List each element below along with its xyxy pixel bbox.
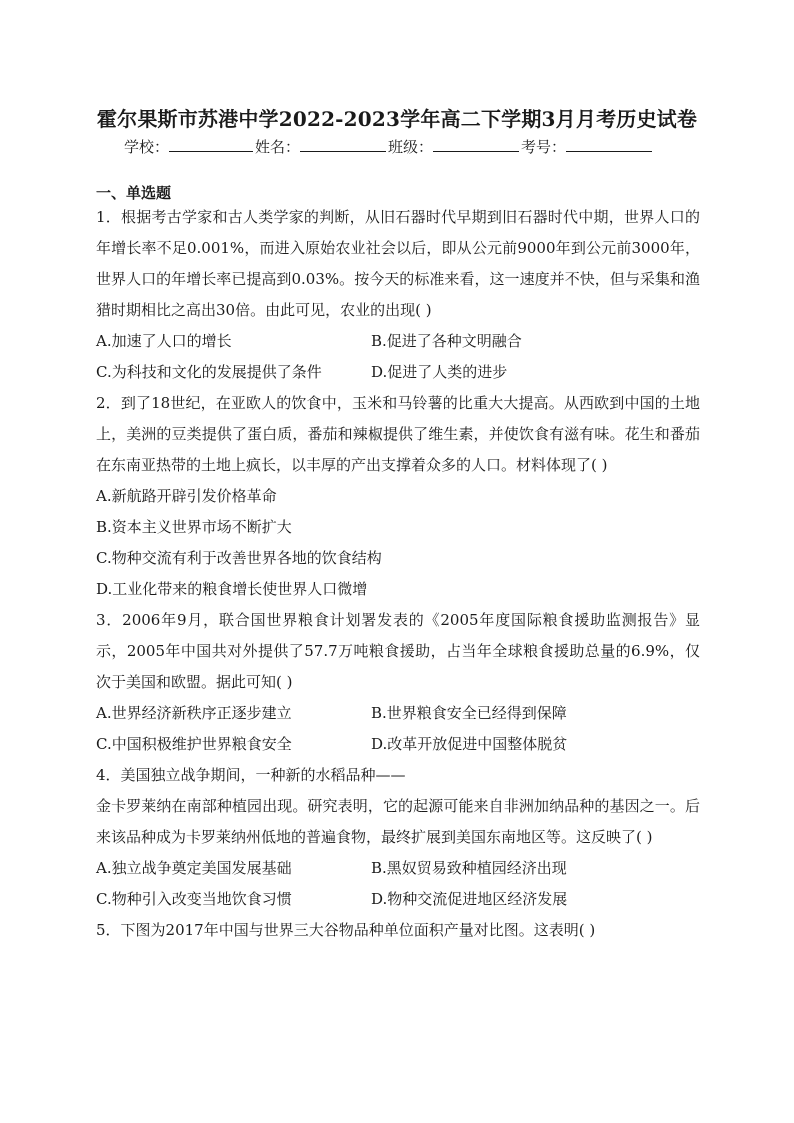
question-5-stem: 5．下图为2017年中国与世界三大谷物品种单位面积产量对比图。这表明( ) <box>96 921 596 939</box>
exam-title: 霍尔果斯市苏港中学2022-2023学年高二下学期3月月考历史试卷 <box>96 107 698 131</box>
exam-number-label: 考号： <box>521 138 567 156</box>
class-label: 班级： <box>388 138 434 156</box>
question-4-stem-line-2: 金卡罗莱纳在南部种植园出现。研究表明，它的起源可能来自非洲加纳品种的基因之一。后来该品种成为卡罗莱纳州低地的普遍食物，最终扩展到美国东南地区等。这反映了( ) <box>96 797 700 846</box>
question-4-option-b[interactable]: B.黑奴贸易致种植园经济出现 <box>371 859 567 877</box>
question-3-option-b[interactable]: B.世界粮食安全已经得到保障 <box>371 704 567 722</box>
question-1-options-row-2 <box>96 357 700 388</box>
question-4-options-row-2 <box>96 884 700 915</box>
question-1-options-row-1 <box>96 326 700 357</box>
student-info-line <box>124 136 654 157</box>
question-4-options-row-1 <box>96 853 700 884</box>
school-blank[interactable] <box>169 139 253 152</box>
question-1-option-a[interactable]: A.加速了人口的增长 <box>96 332 232 350</box>
question-1-stem: 1．根据考古学家和古人类学家的判断，从旧石器时代早期到旧石器时代中期，世界人口的年增长率不足0.001%，而进入原始农业社会以后，即从公元前9000年到公元前3000年，世界人口的年增长率已提高到0.03%。按今天的标准来看，这一速度并不快，但与采集和渔猎时期相比之高出30倍。由此可见，农业的出现( ) <box>96 208 700 319</box>
school-label: 学校： <box>124 138 170 156</box>
question-2-option-d[interactable]: D.工业化带来的粮食增长使世界人口微增 <box>96 580 368 598</box>
class-blank[interactable] <box>433 139 519 152</box>
question-2-option-b[interactable]: B.资本主义世界市场不断扩大 <box>96 518 292 536</box>
question-3-option-a[interactable]: A.世界经济新秩序正逐步建立 <box>96 704 292 722</box>
question-3-option-c[interactable]: C.中国积极维护世界粮食安全 <box>96 735 292 753</box>
question-3-stem: 3．2006年9月，联合国世界粮食计划署发表的《2005年度国际粮食援助监测报告》显示，2005年中国共对外提供了57.7万吨粮食援助，占当年全球粮食援助总量的6.9%，仅次于美国和欧盟。据此可知( ) <box>96 611 700 691</box>
question-4-option-c[interactable]: C.物种引入改变当地饮食习惯 <box>96 890 292 908</box>
question-2-option-c[interactable]: C.物种交流有利于改善世界各地的饮食结构 <box>96 549 382 567</box>
questions-body <box>96 202 700 946</box>
question-3-options-row-2 <box>96 729 700 760</box>
name-label: 姓名： <box>255 138 301 156</box>
question-2-option-a[interactable]: A.新航路开辟引发价格革命 <box>96 487 277 505</box>
question-3-options-row-1 <box>96 698 700 729</box>
question-4-stem-line-1: 4．美国独立战争期间，一种新的水稻品种—— <box>96 766 406 784</box>
section-heading: 一、单选题 <box>96 184 172 202</box>
question-1-option-d[interactable]: D.促进了人类的进步 <box>371 363 508 381</box>
question-3-option-d[interactable]: D.改革开放促进中国整体脱贫 <box>371 735 568 753</box>
question-1-option-c[interactable]: C.为科技和文化的发展提供了条件 <box>96 363 322 381</box>
name-blank[interactable] <box>300 139 386 152</box>
question-4-option-a[interactable]: A.独立战争奠定美国发展基础 <box>96 859 292 877</box>
question-4-option-d[interactable]: D.物种交流促进地区经济发展 <box>371 890 568 908</box>
question-1-option-b[interactable]: B.促进了各种文明融合 <box>371 332 522 350</box>
exam-number-blank[interactable] <box>566 139 652 152</box>
question-2-stem: 2．到了18世纪，在亚欧人的饮食中，玉米和马铃薯的比重大大提高。从西欧到中国的土地上，美洲的豆类提供了蛋白质，番茄和辣椒提供了维生素，并使饮食有滋有味。花生和番茄在东南亚热带的土地上疯长，以丰厚的产出支撑着众多的人口。材料体现了( ) <box>96 394 700 474</box>
